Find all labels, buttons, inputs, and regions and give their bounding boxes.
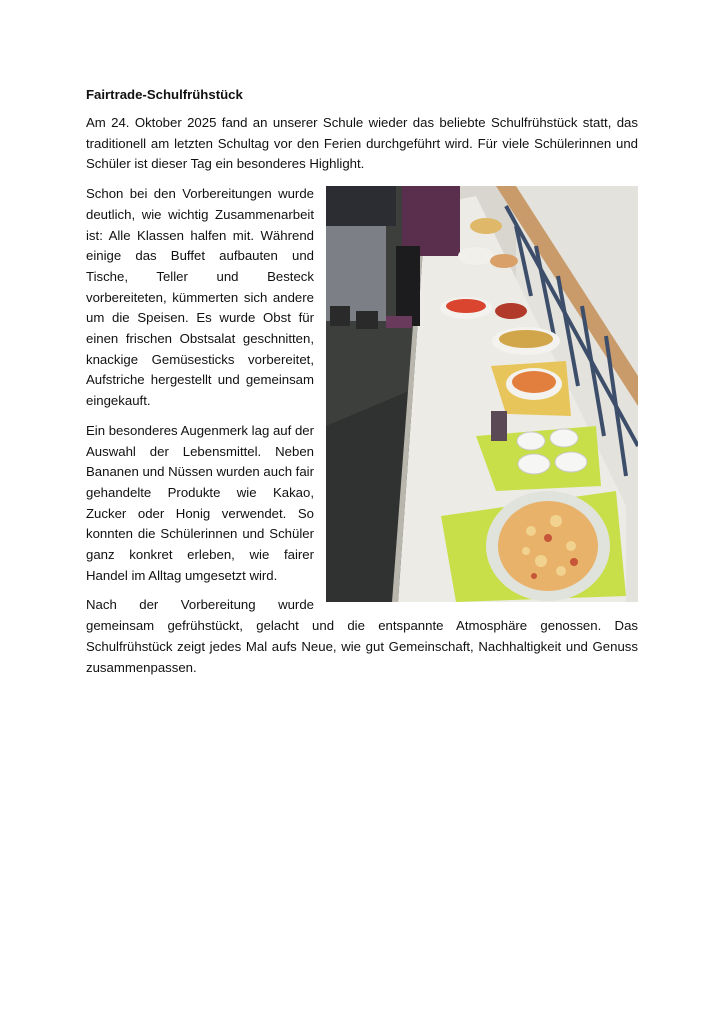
breakfast-buffet-photo [326, 186, 638, 602]
paragraph-fairtrade: Ein besonderes Augenmerk lag auf der Auswahl der Lebensmittel. Neben Bananen und Nüssen wurden auch fair gehandelte Produkte wie Kakao, Zucker oder Honig verwendet. So konnten die Schülerinnen und Schüler ganz konkret erleben, wie fairer Handel im Alltag umgesetzt wird. [86, 422, 315, 583]
paragraph-intro: Am 24. Oktober 2025 fand an unserer Schule wieder das beliebte Schulfrühstück statt, das traditionell am letzten Schultag vor den Ferien durchgeführt wird. Für viele Schülerinnen und Schüler ist dieser Tag ein besonderes Highlight. [86, 115, 638, 172]
document-page [86, 85, 638, 687]
paragraph-preparation: Schon bei den Vorbereitungen wurde deutlich, wie wichtig Zusammenarbeit ist: Alle Klassen halfen mit. Während einige das Buffet aufbauten und Tische, Teller und Besteck vorbereiteten, kümmerten sich andere um die Speisen. Es wurde Obst für einen frischen Obstsalat geschnitten, knackige Gemüsesticks vorbereitet, Aufstriche hergestellt und gemeinsam eingekauft. [86, 186, 314, 409]
buffet-illustration [326, 186, 638, 602]
paragraph-conclusion: Nach der Vorbereitung wurde gemeinsam gefrühstückt, gelacht und die entspannte Atmosphäre genossen. Das Schulfrühstück zeigt jedes Mal aufs Neue, wie gut Gemeinschaft, Nachhaltigkeit und Genuss zusammenpassen. [86, 597, 638, 675]
document-title: Fairtrade-Schulfrühstück [86, 87, 243, 102]
